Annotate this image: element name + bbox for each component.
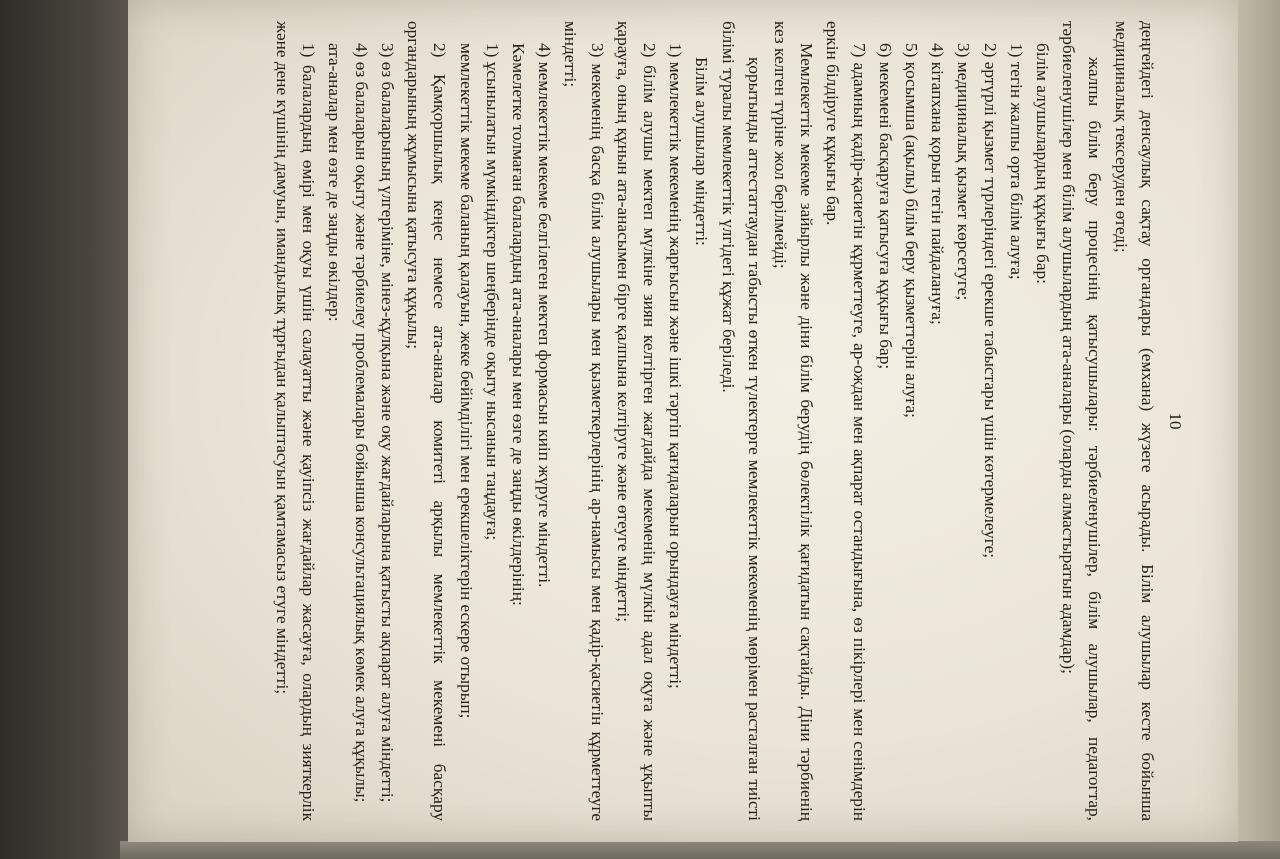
text-paragraph: Кәмелетке толмаған балалардың ата-аналары мен өзге де заңды өкілдерінің: bbox=[508, 43, 528, 606]
text-paragraph: 2) әртүрлі қызмет түрлеріндегі ерекше табыстары үшін көтермелеуге; bbox=[980, 43, 1000, 559]
text-paragraph: мемлекеттік мекеме баланың қалауын, жеке бейімділігі мен ерекшеліктерін ескере отырып; bbox=[456, 43, 476, 719]
text-paragraph: 2) Қамқоршылық кеңес немесе ата-аналар комитеті арқылы мемлекеттік мекемені басқару органдарының жұмысына қатысуға құқылы; bbox=[404, 21, 450, 821]
text-paragraph: 4) өз балаларын оқыту және тәрбиелеу проблемалары бойынша консультациялық көмек алуға құқылы; bbox=[351, 43, 371, 803]
text-paragraph: 3) медициналық қызмет көрсетуге; bbox=[954, 43, 974, 301]
text-paragraph: 3) мекеменің басқа білім алушылары мен қызметкерлерінің ар-намысы мен қадір-қасиетін құрметтеуге міндетті; bbox=[561, 21, 607, 821]
text-paragraph: Білім алушылар міндетті: bbox=[692, 57, 712, 246]
text-paragraph: 2) білім алушы мектеп мүлкіне зиян келтірген жағдайда мекеменің мүлкін адал оқуға және ұқыпты қарауға, оның құнын ата-анасымен бірге қалпына келтіруге және өтеуге міндетті; bbox=[613, 21, 659, 821]
page-body bbox=[269, 21, 1160, 821]
text-paragraph: 7) адамның қадір-қасиетін құрметтеуге, ар-ождан мен ақпарат остандығына, өз пікірлері мен сенімдерін еркін білдіруге құқығы бар. bbox=[823, 21, 869, 821]
page-text-block bbox=[178, 21, 1188, 821]
text-paragraph: 6) мекемені басқаруға қатысуға құқығы бар; bbox=[875, 43, 895, 370]
text-paragraph: 4) мемлекеттік мекеме белгілеген мектеп формасын киіп жүруге міндетті. bbox=[535, 43, 555, 588]
text-paragraph: 1) мемлекеттік мекеменің жарғысын және ішкі тәртіп қағидаларын орындауға міндетті; bbox=[666, 43, 686, 689]
text-paragraph: 4) кітапхана қорын тегін пайдалануға; bbox=[928, 43, 948, 325]
text-paragraph: ата-аналар мен өзге де заңды өкілдер: bbox=[325, 43, 345, 322]
text-paragraph: 1) ұсынылатын мүмкіндіктер шеңберінде оқыту нысанын таңдауға; bbox=[482, 43, 502, 541]
document-page bbox=[128, 0, 1238, 842]
background-left bbox=[0, 0, 130, 859]
text-paragraph: қорытынды аттестаттаудан табысты өткен түлектерге мемлекеттік мекеменің мөрімен расталған тиісті білімі туралы мемлекеттік үлгідегі құжат беріледі. bbox=[718, 21, 764, 821]
text-paragraph: Мемлекеттік мекеме зайырлы және діни білім берудің бөлектілік қағидатын сақтайды. Діни тәрбиенің кез келген түріне жол берілмейді; bbox=[770, 21, 817, 821]
text-paragraph: деңгейдегі денсаулық сақтау органдары (емхана) жүзеге асырады. Білім алушылар кесте бойынша медициналық тексеруден өтеді; bbox=[1111, 21, 1157, 821]
background-bottom bbox=[120, 841, 1280, 859]
page-number: 10 bbox=[1166, 412, 1185, 430]
text-paragraph: жалпы білім беру процесінің қатысушылары: тәрбиеленушілер, білім алушылар, педагогтар, тәрбиеленушілер мен білім алушылардың ата-аналары (оларды алмастыратын адамдар); bbox=[1059, 21, 1105, 821]
text-paragraph: 1) тегін жалпы орта білім алуға; bbox=[1006, 43, 1026, 280]
text-paragraph: білім алушылардың құқығы бар: bbox=[1032, 43, 1052, 284]
text-paragraph: 1) балалардың өмірі мен оқуы үшін салауатты және қауіпсіз жағдайлар жасауға, олардың зияткерлік және дене күшінің дамуын, имандылық тұрғыдан қалыптасуын қамтамасыз етуге міндетті; bbox=[273, 21, 319, 821]
text-paragraph: 3) өз балаларының үлгеріміне, мінез-құлқына және оқу жағдайларына қатысты ақпарат алуға міндетті; bbox=[377, 43, 397, 803]
text-paragraph: 5) қосымша (ақылы) білім беру қызметтерін алуға; bbox=[901, 43, 921, 418]
